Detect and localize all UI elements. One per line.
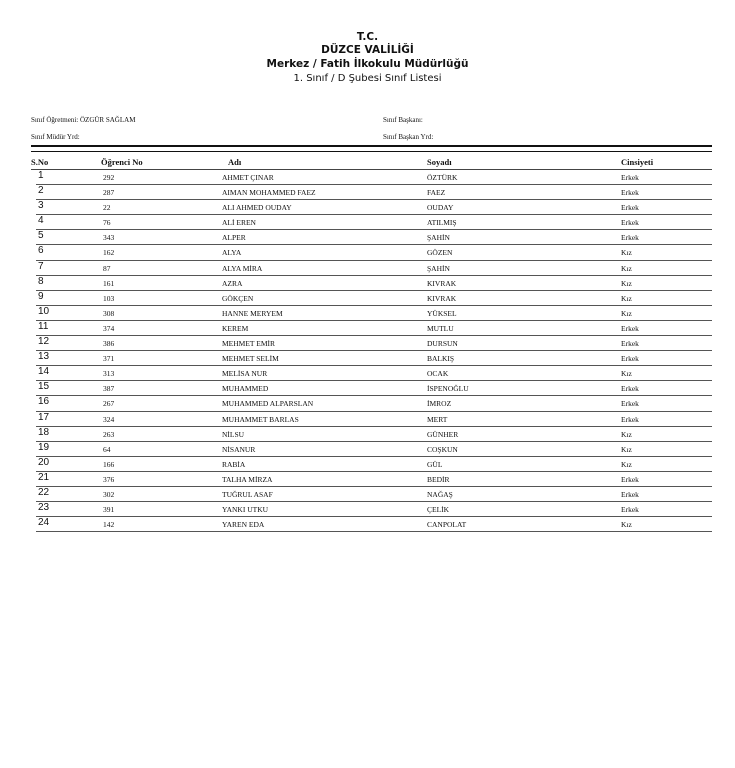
table-row bbox=[0, 230, 735, 245]
cell-surname: KIVRAK bbox=[427, 278, 457, 288]
table-row bbox=[0, 457, 735, 472]
cell-gender: Kız bbox=[621, 308, 632, 318]
cell-student-no: 76 bbox=[103, 218, 111, 228]
cell-name: MEHMET EMİR bbox=[222, 339, 275, 349]
table-row bbox=[0, 215, 735, 230]
cell-sno: 24 bbox=[38, 517, 50, 529]
cell-sno: 16 bbox=[38, 396, 50, 408]
cell-student-no: 87 bbox=[103, 263, 111, 273]
cell-sno: 10 bbox=[38, 305, 50, 317]
cell-surname: ÖZTÜRK bbox=[427, 173, 458, 182]
cell-student-no: 103 bbox=[103, 293, 115, 303]
cell-name: AZRA bbox=[222, 278, 243, 288]
table-row bbox=[0, 487, 735, 502]
header-divider-thin bbox=[31, 151, 712, 152]
cell-student-no: 391 bbox=[103, 505, 115, 515]
col-name: Adı bbox=[228, 157, 242, 167]
cell-sno: 22 bbox=[38, 486, 50, 498]
cell-gender: Kız bbox=[621, 248, 632, 258]
cell-sno: 15 bbox=[38, 381, 50, 393]
cell-sno: 11 bbox=[38, 320, 49, 332]
cell-surname: İSPENOĞLU bbox=[427, 384, 469, 394]
cell-sno: 12 bbox=[38, 336, 50, 348]
cell-name: ALPER bbox=[222, 233, 246, 243]
table-row bbox=[0, 427, 735, 442]
table-row bbox=[0, 185, 735, 200]
col-student-no: Öğrenci No bbox=[101, 157, 143, 167]
cell-name: AHMET ÇINAR bbox=[222, 173, 274, 182]
cell-sno: 14 bbox=[38, 366, 50, 378]
table-row bbox=[0, 502, 735, 517]
cell-student-no: 287 bbox=[103, 188, 115, 198]
table-row bbox=[0, 336, 735, 351]
cell-surname: OUDAY bbox=[427, 203, 454, 213]
cell-name: YAREN EDA bbox=[222, 520, 265, 530]
cell-gender: Erkek bbox=[621, 505, 639, 515]
cell-gender: Erkek bbox=[621, 489, 639, 499]
cell-gender: Kız bbox=[621, 278, 632, 288]
cell-student-no: 308 bbox=[103, 308, 115, 318]
cell-student-no: 64 bbox=[103, 444, 111, 454]
cell-sno: 21 bbox=[38, 471, 50, 483]
cell-name: MEHMET SELİM bbox=[222, 354, 279, 364]
cell-gender: Kız bbox=[621, 263, 632, 273]
cell-surname: KIVRAK bbox=[427, 293, 457, 303]
cell-student-no: 142 bbox=[103, 520, 115, 530]
cell-gender: Erkek bbox=[621, 339, 639, 349]
cell-student-no: 376 bbox=[103, 474, 115, 484]
cell-name: TUĞRUL ASAF bbox=[222, 489, 273, 499]
cell-surname: ATILMIŞ bbox=[427, 218, 457, 228]
cell-surname: FAEZ bbox=[427, 188, 446, 198]
cell-gender: Erkek bbox=[621, 233, 639, 243]
table-row bbox=[0, 276, 735, 291]
cell-name: YANKI UTKU bbox=[222, 505, 269, 515]
cell-student-no: 374 bbox=[103, 323, 115, 333]
cell-gender: Kız bbox=[621, 369, 632, 379]
cell-gender: Kız bbox=[621, 293, 632, 303]
cell-name: MUHAMMET BARLAS bbox=[222, 414, 299, 424]
cell-surname: NAĞAŞ bbox=[427, 489, 453, 499]
cell-name: MELİSA NUR bbox=[222, 369, 268, 379]
cell-gender: Erkek bbox=[621, 384, 639, 394]
header-governorship: DÜZCE VALİLİĞİ bbox=[321, 44, 414, 56]
cell-gender: Erkek bbox=[621, 188, 639, 198]
cell-surname: BALKIŞ bbox=[427, 354, 455, 364]
cell-student-no: 166 bbox=[103, 459, 115, 469]
cell-gender: Kız bbox=[621, 444, 632, 454]
cell-sno: 1 bbox=[38, 170, 44, 181]
cell-surname: GÖZEN bbox=[427, 248, 453, 258]
table-row bbox=[0, 170, 735, 185]
cell-gender: Kız bbox=[621, 520, 632, 530]
table-row bbox=[0, 396, 735, 411]
cell-student-no: 386 bbox=[103, 339, 115, 349]
cell-sno: 9 bbox=[38, 290, 44, 302]
cell-gender: Erkek bbox=[621, 173, 639, 182]
cell-name: NİLSU bbox=[222, 429, 245, 439]
table-row bbox=[0, 442, 735, 457]
cell-student-no: 22 bbox=[103, 203, 111, 213]
cell-student-no: 162 bbox=[103, 248, 115, 258]
cell-student-no: 267 bbox=[103, 399, 115, 409]
cell-sno: 18 bbox=[38, 426, 50, 438]
cell-sno: 20 bbox=[38, 456, 50, 468]
cell-student-no: 292 bbox=[103, 173, 115, 182]
cell-name: ALI AHMED OUDAY bbox=[222, 203, 292, 213]
cell-name: NİSANUR bbox=[222, 444, 256, 454]
header-list-title: 1. Sınıf / D Şubesi Sınıf Listesi bbox=[293, 73, 442, 84]
table-row bbox=[0, 291, 735, 306]
header-school: Merkez / Fatih İlkokulu Müdürlüğü bbox=[266, 58, 469, 70]
cell-surname: ÇELİK bbox=[427, 505, 450, 515]
cell-student-no: 343 bbox=[103, 233, 115, 243]
table-row bbox=[0, 366, 735, 381]
cell-student-no: 313 bbox=[103, 369, 115, 379]
cell-name: TALHA MİRZA bbox=[222, 474, 273, 484]
cell-gender: Kız bbox=[621, 459, 632, 469]
table-row bbox=[0, 381, 735, 396]
cell-surname: GÜNHER bbox=[427, 429, 459, 439]
cell-student-no: 263 bbox=[103, 429, 115, 439]
cell-surname: ŞAHİN bbox=[427, 263, 450, 273]
cell-gender: Erkek bbox=[621, 203, 639, 213]
cell-name: AIMAN MOHAMMED FAEZ bbox=[222, 188, 316, 198]
col-gender: Cinsiyeti bbox=[621, 157, 654, 167]
col-sno: S.No bbox=[31, 157, 49, 167]
cell-gender: Erkek bbox=[621, 354, 639, 364]
cell-student-no: 302 bbox=[103, 489, 115, 499]
table-header bbox=[0, 157, 735, 169]
table-row bbox=[0, 200, 735, 215]
meta-class-president: Sınıf Başkanı: bbox=[383, 116, 423, 124]
cell-gender: Erkek bbox=[621, 218, 639, 228]
cell-name: MUHAMMED bbox=[222, 384, 269, 394]
cell-surname: BEDİR bbox=[427, 474, 450, 484]
table-row bbox=[0, 412, 735, 427]
cell-sno: 6 bbox=[38, 245, 44, 257]
cell-name: ALİ EREN bbox=[222, 218, 256, 228]
cell-gender: Erkek bbox=[621, 414, 639, 424]
cell-gender: Erkek bbox=[621, 399, 639, 409]
cell-name: KEREM bbox=[222, 323, 249, 333]
cell-student-no: 161 bbox=[103, 278, 115, 288]
cell-sno: 2 bbox=[38, 185, 44, 197]
document-header bbox=[0, 31, 735, 85]
header-country: T.C. bbox=[356, 31, 379, 43]
cell-sno: 13 bbox=[38, 351, 50, 363]
row-divider bbox=[36, 531, 712, 532]
cell-sno: 19 bbox=[38, 441, 50, 453]
cell-sno: 4 bbox=[38, 215, 44, 227]
table-row bbox=[0, 261, 735, 276]
meta-teacher: Sınıf Öğretmeni: ÖZGÜR SAĞLAM bbox=[31, 116, 136, 124]
col-surname: Soyadı bbox=[427, 157, 452, 167]
cell-surname: MERT bbox=[427, 414, 448, 424]
cell-name: ALYA bbox=[222, 248, 242, 258]
cell-name: GÖKÇEN bbox=[222, 293, 254, 303]
cell-student-no: 387 bbox=[103, 384, 115, 394]
cell-sno: 5 bbox=[38, 230, 44, 242]
header-divider-thick bbox=[31, 145, 712, 147]
cell-student-no: 324 bbox=[103, 414, 115, 424]
table-row bbox=[0, 245, 735, 260]
cell-gender: Erkek bbox=[621, 323, 639, 333]
table-body bbox=[0, 170, 735, 532]
meta-vice-president: Sınıf Başkan Yrd: bbox=[383, 133, 434, 141]
cell-sno: 23 bbox=[38, 502, 50, 514]
cell-surname: OCAK bbox=[427, 369, 449, 379]
cell-name: ALYA MİRA bbox=[222, 263, 263, 273]
cell-sno: 17 bbox=[38, 411, 50, 423]
cell-name: MUHAMMED ALPARSLAN bbox=[222, 399, 314, 409]
cell-surname: COŞKUN bbox=[427, 444, 458, 454]
cell-sno: 7 bbox=[38, 260, 44, 272]
cell-surname: CANPOLAT bbox=[427, 520, 467, 530]
table-row bbox=[0, 472, 735, 487]
cell-gender: Kız bbox=[621, 429, 632, 439]
cell-gender: Erkek bbox=[621, 474, 639, 484]
cell-sno: 3 bbox=[38, 200, 44, 212]
cell-name: HANNE MERYEM bbox=[222, 308, 283, 318]
cell-student-no: 371 bbox=[103, 354, 115, 364]
table-row bbox=[0, 321, 735, 336]
cell-surname: YÜKSEL bbox=[427, 308, 457, 318]
cell-surname: ŞAHİN bbox=[427, 233, 450, 243]
table-row bbox=[0, 351, 735, 366]
cell-name: RABİA bbox=[222, 459, 246, 469]
cell-sno: 8 bbox=[38, 275, 44, 287]
cell-surname: DURSUN bbox=[427, 339, 458, 349]
table-row bbox=[0, 306, 735, 321]
cell-surname: İMROZ bbox=[427, 399, 452, 409]
cell-surname: GÜL bbox=[427, 459, 443, 469]
cell-surname: MUTLU bbox=[427, 323, 454, 333]
table-row bbox=[0, 517, 735, 532]
meta-vice-principal: Sınıf Müdür Yrd: bbox=[31, 133, 80, 141]
